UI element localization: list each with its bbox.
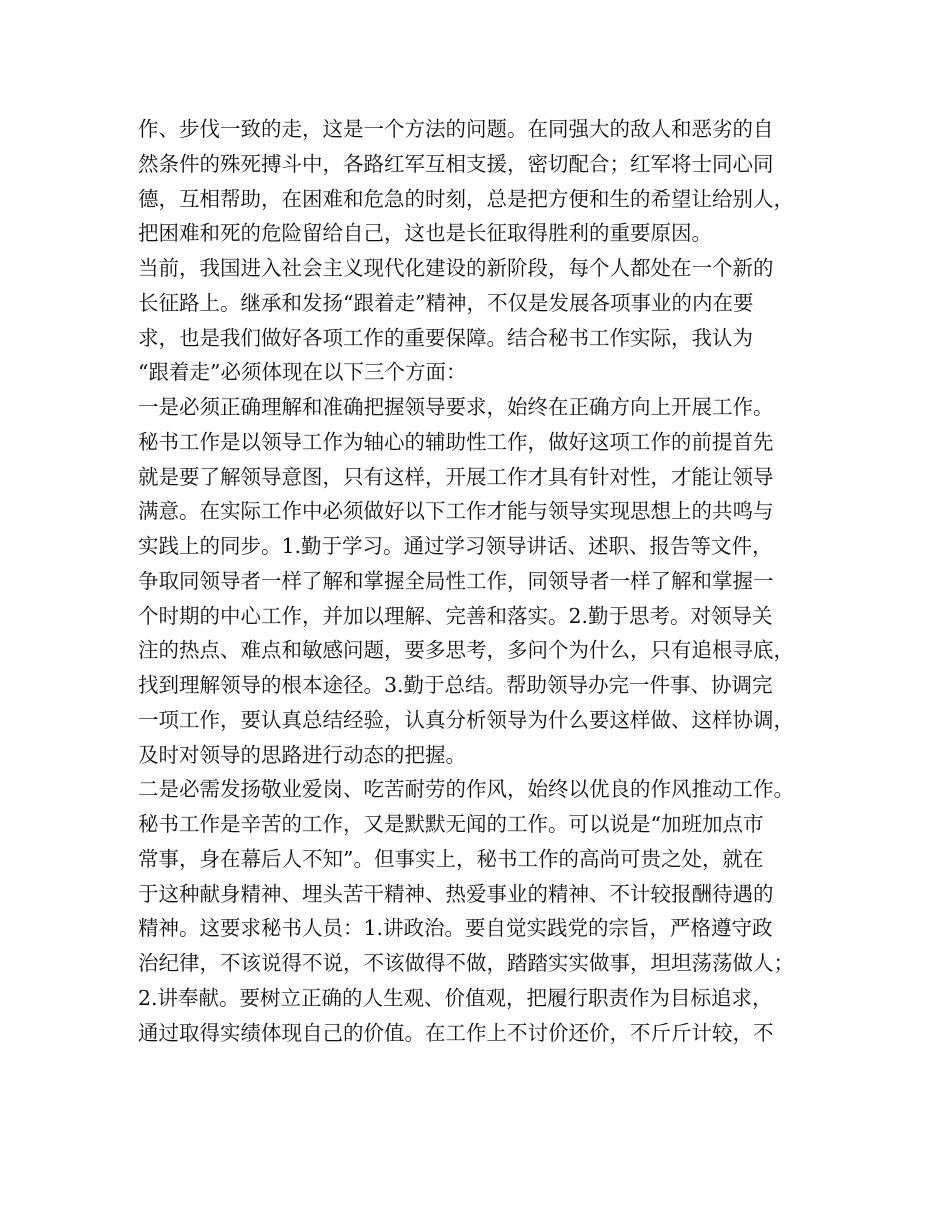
text-line: 通过取得实绩体现自己的价值。在工作上不讨价还价，不斤斤计较，不 xyxy=(138,1020,774,1045)
text-line: 于这种献身精神、埋头苦干精神、热爱事业的精神、不计较报酬待遇的 xyxy=(138,881,774,906)
document-body xyxy=(138,112,828,1050)
text-line: 一项工作，要认真总结经验，认真分析领导为什么要这样做、这样协调， xyxy=(138,707,794,732)
text-line: 就是要了解领导意图，只有这样，开展工作才具有针对性，才能让领导 xyxy=(138,464,774,489)
text-line: 争取同领导者一样了解和掌握全局性工作，同领导者一样了解和掌握一 xyxy=(138,568,774,593)
text-line: 一是必须正确理解和准确把握领导要求，始终在正确方向上开展工作。 xyxy=(138,395,774,419)
text-line: 当前，我国进入社会主义现代化建设的新阶段，每个人都处在一个新的 xyxy=(138,256,774,280)
text-line: 秘书工作是以领导工作为轴心的辅助性工作，做好这项工作的前提首先 xyxy=(138,429,774,454)
text-line: 及时对领导的思路进行动态的把握。 xyxy=(138,742,466,767)
text-line: 2.讲奉献。要树立正确的人生观、价值观，把履行职责作为目标追求， xyxy=(138,985,773,1010)
text-line: 然条件的殊死搏斗中，各路红军互相支援，密切配合；红军将士同心同 xyxy=(138,151,774,176)
text-line: 把困难和死的危险留给自己，这也是长征取得胜利的重要原因。 xyxy=(138,221,712,246)
text-line: 常事，身在幕后人不知”。但事实上，秘书工作的高尚可贵之处，就在 xyxy=(138,846,764,871)
text-line: 长征路上。继承和发扬“跟着走”精神，不仅是发展各项事业的内在要 xyxy=(138,290,754,315)
text-line: 个时期的中心工作，并加以理解、完善和落实。2.勤于思考。对领导关 xyxy=(138,603,773,628)
text-line: 求，也是我们做好各项工作的重要保障。结合秘书工作实际，我认为 xyxy=(138,325,753,350)
text-line: 满意。在实际工作中必须做好以下工作才能与领导实现思想上的共鸣与 xyxy=(138,499,774,524)
text-line: “跟着走”必须体现在以下三个方面： xyxy=(138,360,467,385)
text-line: 德，互相帮助，在困难和危急的时刻，总是把方便和生的希望让给别人， xyxy=(138,186,794,211)
text-line: 实践上的同步。1.勤于学习。通过学习领导讲话、述职、报告等文件， xyxy=(138,534,773,558)
text-line: 作、步伐一致的走，这是一个方法的问题。在同强大的敌人和恶劣的自 xyxy=(138,117,774,141)
text-line: 治纪律，不该说得不说，不该做得不做，踏踏实实做事，坦坦荡荡做人； xyxy=(138,951,794,975)
text-line: 注的热点、难点和敏感问题，要多思考，多问个为什么，只有追根寻底， xyxy=(138,638,794,663)
text-line: 找到理解领导的根本途径。3.勤于总结。帮助领导办完一件事、协调完 xyxy=(138,673,773,697)
text-line: 精神。这要求秘书人员：1.讲政治。要自觉实践党的宗旨，严格遵守政 xyxy=(138,916,773,941)
text-line: 秘书工作是辛苦的工作，又是默默无闻的工作。可以说是“加班加点市 xyxy=(138,812,764,836)
text-line: 二是必需发扬敬业爱岗、吃苦耐劳的作风，始终以优良的作风推动工作。 xyxy=(138,777,794,802)
